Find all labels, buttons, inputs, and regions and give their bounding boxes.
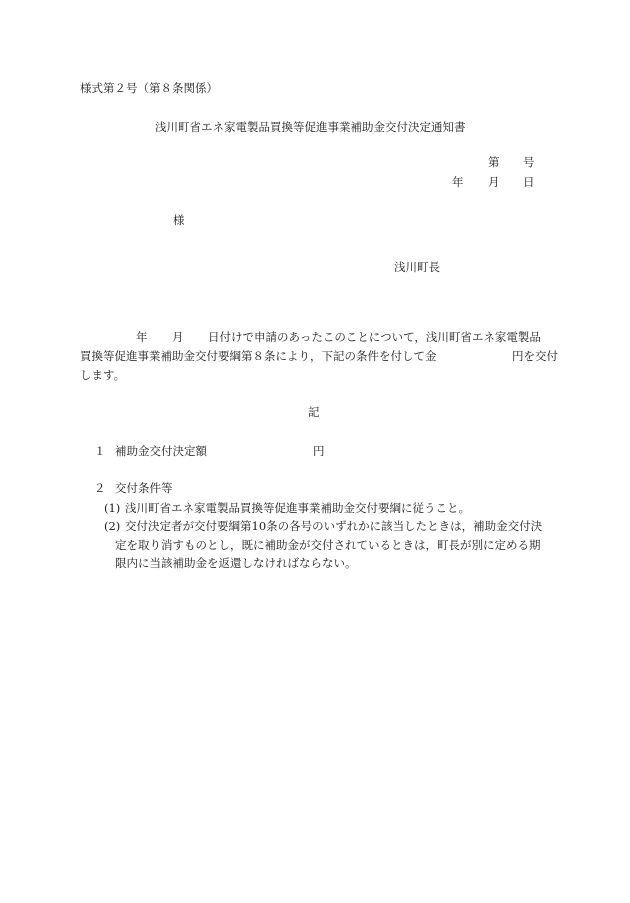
recipient-suffix: 様	[173, 213, 185, 227]
date-month: 月	[488, 175, 500, 189]
body-line3-text: します。	[80, 368, 126, 382]
form-number: 様式第２号（第８条関係）	[80, 81, 218, 95]
item2-sub2-line2: 定を取り消すものとし，既に補助金が交付されているときは，町長が別に定める期	[115, 538, 541, 552]
item1-number: １	[94, 444, 106, 458]
date-day: 日	[523, 175, 535, 189]
date-year: 年	[452, 175, 464, 189]
item2-sub2-line1: 交付決定者が交付要綱第10条の各号のいずれかに該当したときは，補助金交付決	[125, 519, 543, 533]
body-month: 月	[172, 330, 184, 344]
item2-number: ２	[94, 481, 106, 495]
body-line2-text: 買換等促進事業補助金交付要綱第８条により，下記の条件を付して金	[80, 349, 437, 363]
body-line1-text: 日付けで申請のあったこのことについて，浅川町省エネ家電製品	[208, 330, 541, 344]
item2-sub1-text: 浅川町省エネ家電製品買換等促進事業補助金交付要綱に従うこと。	[125, 501, 470, 515]
item1-label: 補助金交付決定額	[115, 444, 207, 458]
ki-heading: 記	[308, 405, 320, 419]
doc-number-dai: 第	[488, 155, 500, 169]
item2-sub2-number: (2)	[104, 519, 121, 533]
item1-unit: 円	[313, 444, 325, 458]
body-year: 年	[136, 330, 148, 344]
item2-sub1-number: (1)	[104, 501, 121, 515]
issuer: 浅川町長	[394, 260, 440, 274]
doc-number-go: 号	[523, 155, 535, 169]
body-paragraph	[80, 328, 558, 385]
document-title: 浅川町省エネ家電製品買換等促進事業補助金交付決定通知書	[155, 120, 466, 134]
item2-sub2-line3: 限内に当該補助金を返還しなければならない。	[115, 556, 357, 570]
item2-label: 交付条件等	[115, 481, 173, 495]
body-line2-end: 円を交付	[512, 349, 558, 363]
